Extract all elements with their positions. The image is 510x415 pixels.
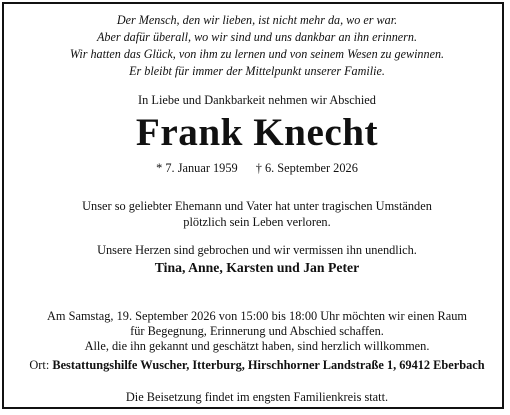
family-names: Tina, Anne, Karsten und Jan Peter: [154, 260, 360, 275]
poem-line-3: Wir hatten das Glück, von ihm zu lernen und von seinem Wesen zu gewinnen.: [69, 47, 445, 61]
invitation-line-2: für Begegnung, Erinnerung und Abschied schaffen.: [130, 324, 384, 338]
location-line: [4, 357, 510, 373]
message-line-3: Unsere Herzen sind gebrochen und wir vermissen ihn unendlich.: [97, 243, 417, 257]
message-line-2: plötzlich sein Leben verloren.: [183, 215, 331, 229]
deceased-name: Frank Knecht: [135, 111, 379, 154]
poem-line-1: Der Mensch, den wir lieben, ist nicht mehr da, wo er war.: [116, 13, 398, 27]
location-label: Ort:: [29, 358, 53, 372]
message-line-1: Unser so geliebter Ehemann und Vater hat unter tragischen Umständen: [82, 199, 432, 213]
poem-line-2: Aber dafür überall, wo wir sind und uns dankbar an ihn erinnern.: [96, 30, 418, 44]
life-dates: [4, 160, 510, 176]
invitation-line-3: Alle, die ihn gekannt und geschätzt haben, sind herzlich willkommen.: [84, 339, 430, 353]
invitation-line-1: Am Samstag, 19. September 2026 von 15:00 bis 18:00 Uhr möchten wir einen Raum: [47, 309, 467, 323]
poem-line-4: Er bleibt für immer der Mittelpunkt unserer Familie.: [129, 64, 385, 78]
birth-date: * 7. Januar 1959: [156, 161, 238, 175]
burial-note: Die Beisetzung findet im engsten Familienkreis statt.: [125, 390, 389, 404]
farewell-intro: In Liebe und Dankbarkeit nehmen wir Abschied: [138, 93, 376, 107]
location-address: Bestattungshilfe Wuscher, Itterburg, Hirschhorner Landstraße 1, 69412 Eberbach: [52, 358, 485, 372]
obituary-notice: [2, 2, 504, 409]
death-date: † 6. September 2026: [255, 161, 358, 175]
